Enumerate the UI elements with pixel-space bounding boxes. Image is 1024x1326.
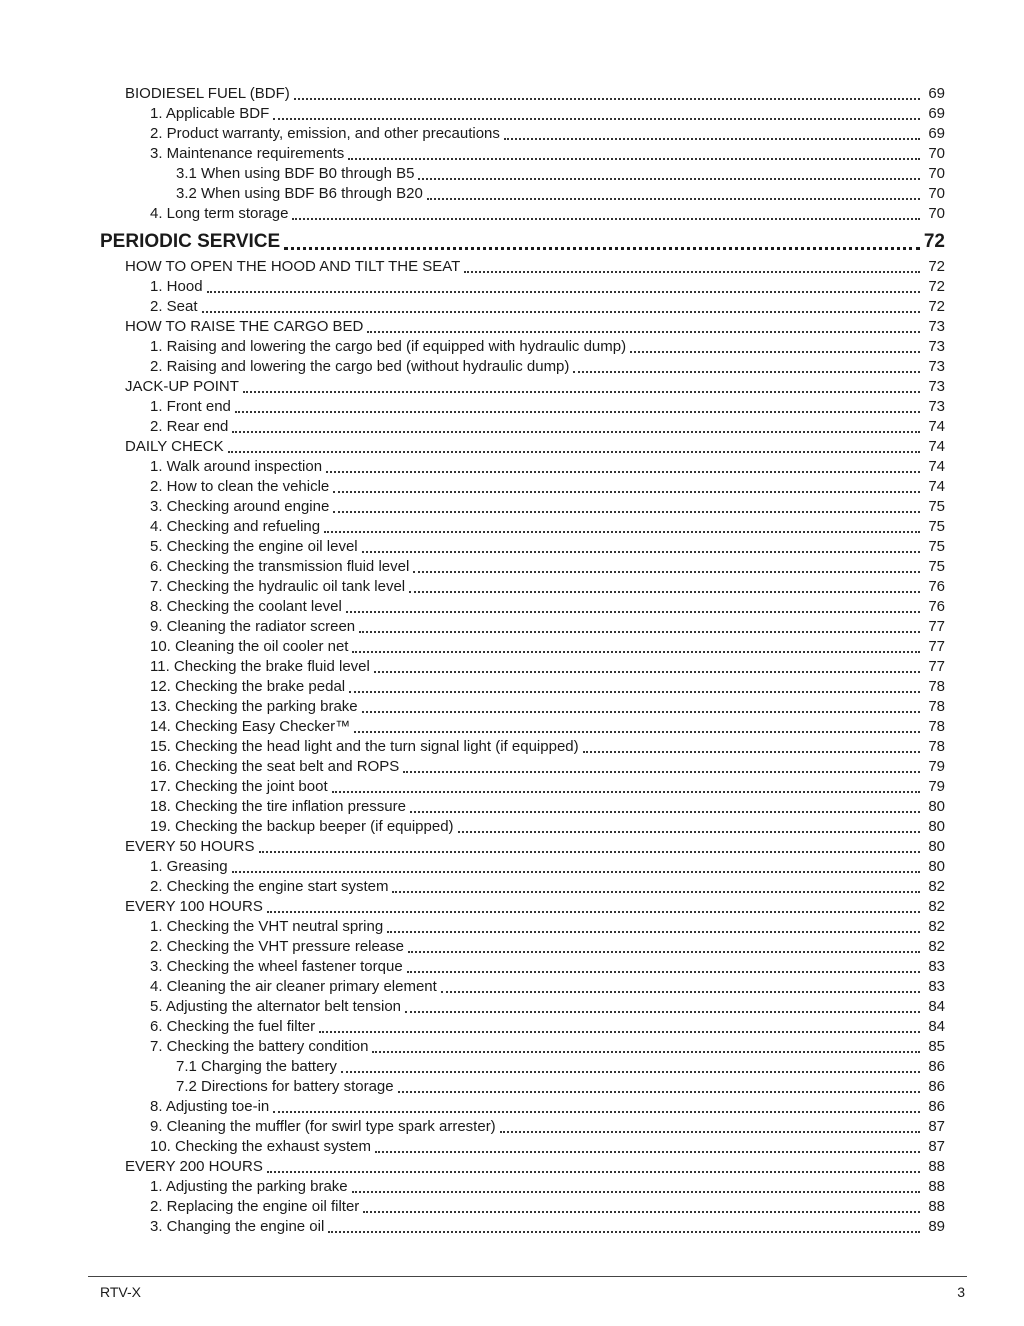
toc-entry-page: 78 — [928, 738, 945, 755]
toc-entry-page: 77 — [928, 618, 945, 635]
toc-entry-page: 86 — [928, 1058, 945, 1075]
toc-entry-title: EVERY 50 HOURS — [125, 838, 255, 855]
toc-entry-page: 88 — [928, 1178, 945, 1195]
toc-entry-page: 87 — [928, 1118, 945, 1135]
toc-entry — [100, 417, 945, 437]
toc-entry-page: 73 — [928, 338, 945, 355]
dot-leader — [228, 451, 920, 453]
toc-entry-title: BIODIESEL FUEL (BDF) — [125, 85, 290, 102]
dot-leader — [372, 1051, 920, 1053]
dot-leader — [232, 431, 920, 433]
toc-entry-page: 72 — [928, 258, 945, 275]
toc-section-heading — [100, 230, 945, 254]
toc-entry — [100, 1137, 945, 1157]
dot-leader — [405, 1011, 920, 1013]
footer-page-number: 3 — [957, 1284, 965, 1300]
dot-leader — [348, 158, 920, 160]
dot-leader — [328, 1231, 920, 1233]
toc-entry-title: 5. Checking the engine oil level — [150, 538, 358, 555]
dot-leader — [464, 271, 920, 273]
toc-entry — [100, 164, 945, 184]
toc-entry — [100, 677, 945, 697]
toc-entry — [100, 1017, 945, 1037]
dot-leader — [630, 351, 920, 353]
dot-leader — [284, 247, 920, 250]
toc-entry-title: 3. Changing the engine oil — [150, 1218, 325, 1235]
toc-entry-title: 3. Maintenance requirements — [150, 145, 345, 162]
toc-entry-page: 73 — [928, 358, 945, 375]
toc-entry-page: 74 — [928, 438, 945, 455]
toc-entry-page: 74 — [928, 458, 945, 475]
toc-entry — [100, 897, 945, 917]
toc-entry-title: 2. Rear end — [150, 418, 229, 435]
toc-entry — [100, 477, 945, 497]
toc-entry-title: 1. Applicable BDF — [150, 105, 270, 122]
toc-entry — [100, 184, 945, 204]
toc-entry-title: 7.1 Charging the battery — [176, 1058, 337, 1075]
toc-entry — [100, 1077, 945, 1097]
toc-entry — [100, 917, 945, 937]
toc-entry — [100, 617, 945, 637]
toc-entry-page: 70 — [928, 145, 945, 162]
toc-entry-page: 83 — [928, 958, 945, 975]
toc-entry-page: 80 — [928, 818, 945, 835]
toc-entry-title: 3. Checking the wheel fastener torque — [150, 958, 403, 975]
toc-entry — [100, 397, 945, 417]
toc-entry — [100, 297, 945, 317]
toc-entry — [100, 257, 945, 277]
toc-entry-title: 7. Checking the battery condition — [150, 1038, 369, 1055]
toc-entry-title: 1. Greasing — [150, 858, 228, 875]
toc-entry-title: 4. Cleaning the air cleaner primary element — [150, 978, 437, 995]
dot-leader — [207, 291, 920, 293]
dot-leader — [413, 571, 920, 573]
dot-leader — [294, 98, 920, 100]
toc-entry — [100, 597, 945, 617]
toc-entry-page: 70 — [928, 165, 945, 182]
dot-leader — [500, 1131, 920, 1133]
toc-entry-title: 6. Checking the fuel filter — [150, 1018, 316, 1035]
toc-entry-page: 72 — [923, 231, 945, 252]
dot-leader — [418, 178, 920, 180]
toc-entry-title: 2. Seat — [150, 298, 198, 315]
dot-leader — [232, 871, 920, 873]
dot-leader — [573, 371, 920, 373]
toc-entry-title: 14. Checking Easy Checker™ — [150, 718, 351, 735]
dot-leader — [387, 931, 920, 933]
toc-entry — [100, 777, 945, 797]
toc-entry — [100, 277, 945, 297]
toc-entry-page: 74 — [928, 478, 945, 495]
toc-entry-title: 7.2 Directions for battery storage — [176, 1078, 394, 1095]
dot-leader — [359, 631, 920, 633]
dot-leader — [324, 531, 920, 533]
dot-leader — [408, 951, 920, 953]
toc-entry-page: 73 — [928, 318, 945, 335]
dot-leader — [267, 911, 920, 913]
toc-entry-page: 88 — [928, 1158, 945, 1175]
toc-entry — [100, 1157, 945, 1177]
toc-entry-title: 2. Checking the VHT pressure release — [150, 938, 405, 955]
dot-leader — [349, 691, 920, 693]
toc-entry — [100, 1057, 945, 1077]
toc-entry-page: 69 — [928, 105, 945, 122]
toc-entry-title: 1. Hood — [150, 278, 203, 295]
toc-entry-title: 2. Checking the engine start system — [150, 878, 389, 895]
dot-leader — [375, 1151, 920, 1153]
toc-entry — [100, 977, 945, 997]
toc-entry — [100, 437, 945, 457]
toc-entry-page: 83 — [928, 978, 945, 995]
toc-entry-page: 78 — [928, 678, 945, 695]
toc-entry — [100, 337, 945, 357]
dot-leader — [403, 771, 920, 773]
toc-entry-title: 1. Walk around inspection — [150, 458, 323, 475]
toc-entry-title: 3. Checking around engine — [150, 498, 330, 515]
toc-entry-page: 75 — [928, 498, 945, 515]
toc-entry-title: 8. Checking the coolant level — [150, 598, 342, 615]
footer-content — [88, 1277, 967, 1300]
dot-leader — [374, 671, 920, 673]
toc-entry — [100, 497, 945, 517]
toc-entry-page: 74 — [928, 418, 945, 435]
dot-leader — [341, 1071, 920, 1073]
toc-entry-title: 2. Replacing the engine oil filter — [150, 1198, 360, 1215]
toc-entry — [100, 717, 945, 737]
toc-entry-title: 2. How to clean the vehicle — [150, 478, 330, 495]
toc-entry-title: 3.2 When using BDF B6 through B20 — [176, 185, 423, 202]
dot-leader — [267, 1171, 920, 1173]
toc-entry — [100, 457, 945, 477]
toc-entry — [100, 637, 945, 657]
toc-entry-title: 10. Cleaning the oil cooler net — [150, 638, 349, 655]
toc-entry — [100, 517, 945, 537]
toc-entry — [100, 1197, 945, 1217]
toc-entry-page: 80 — [928, 838, 945, 855]
toc-entry-title: 9. Cleaning the radiator screen — [150, 618, 356, 635]
footer-model-label: RTV-X — [100, 1284, 141, 1300]
toc-entry — [100, 1037, 945, 1057]
toc-entry-title: 3.1 When using BDF B0 through B5 — [176, 165, 415, 182]
toc-entry-title: 2. Product warranty, emission, and other precautions — [150, 125, 500, 142]
toc-entry — [100, 1117, 945, 1137]
toc-entry — [100, 817, 945, 837]
toc-entry-page: 82 — [928, 938, 945, 955]
toc-entry-page: 88 — [928, 1198, 945, 1215]
toc-entry-title: 2. Raising and lowering the cargo bed (without hydraulic dump) — [150, 358, 570, 375]
dot-leader — [458, 831, 920, 833]
toc-entry — [100, 797, 945, 817]
toc-entry — [100, 857, 945, 877]
dot-leader — [409, 591, 920, 593]
toc-entry-title: PERIODIC SERVICE — [100, 231, 281, 252]
dot-leader — [259, 851, 921, 853]
toc-list — [100, 84, 945, 1237]
dot-leader — [410, 811, 920, 813]
dot-leader — [235, 411, 920, 413]
toc-entry-page: 80 — [928, 858, 945, 875]
toc-entry-title: 4. Long term storage — [150, 205, 289, 222]
toc-entry-page: 85 — [928, 1038, 945, 1055]
toc-entry-page: 77 — [928, 638, 945, 655]
dot-leader — [504, 138, 920, 140]
toc-entry-title: 12. Checking the brake pedal — [150, 678, 346, 695]
dot-leader — [583, 751, 920, 753]
toc-entry-title: 17. Checking the joint boot — [150, 778, 328, 795]
toc-entry-title: 5. Adjusting the alternator belt tension — [150, 998, 402, 1015]
toc-entry — [100, 577, 945, 597]
dot-leader — [407, 971, 920, 973]
toc-entry-page: 69 — [928, 85, 945, 102]
toc-entry-page: 86 — [928, 1098, 945, 1115]
dot-leader — [352, 1191, 920, 1193]
toc-entry-page: 69 — [928, 125, 945, 142]
toc-entry-title: 1. Adjusting the parking brake — [150, 1178, 348, 1195]
toc-entry-title: 10. Checking the exhaust system — [150, 1138, 371, 1155]
toc-entry — [100, 104, 945, 124]
toc-entry — [100, 144, 945, 164]
dot-leader — [441, 991, 920, 993]
toc-entry-title: HOW TO RAISE THE CARGO BED — [125, 318, 364, 335]
toc-entry-page: 78 — [928, 698, 945, 715]
dot-leader — [354, 731, 920, 733]
toc-entry-page: 77 — [928, 658, 945, 675]
toc-entry-page: 70 — [928, 185, 945, 202]
toc-entry-title: 11. Checking the brake fluid level — [150, 658, 370, 675]
toc-entry-title: 7. Checking the hydraulic oil tank level — [150, 578, 406, 595]
toc-entry-title: DAILY CHECK — [125, 438, 224, 455]
toc-entry-page: 87 — [928, 1138, 945, 1155]
toc-entry-title: 1. Raising and lowering the cargo bed (if equipped with hydraulic dump) — [150, 338, 627, 355]
toc-entry-page: 73 — [928, 378, 945, 395]
toc-entry — [100, 84, 945, 104]
toc-entry — [100, 1097, 945, 1117]
toc-entry-title: 18. Checking the tire inflation pressure — [150, 798, 406, 815]
toc-entry-page: 86 — [928, 1078, 945, 1095]
dot-leader — [367, 331, 920, 333]
toc-entry-page: 79 — [928, 758, 945, 775]
toc-entry — [100, 1217, 945, 1237]
toc-entry — [100, 557, 945, 577]
toc-entry-title: EVERY 100 HOURS — [125, 898, 263, 915]
toc-entry-page: 76 — [928, 598, 945, 615]
dot-leader — [202, 311, 920, 313]
dot-leader — [292, 218, 920, 220]
toc-entry — [100, 937, 945, 957]
toc-entry — [100, 757, 945, 777]
dot-leader — [273, 118, 920, 120]
dot-leader — [319, 1031, 920, 1033]
toc-entry — [100, 317, 945, 337]
toc-entry-title: JACK-UP POINT — [125, 378, 239, 395]
dot-leader — [362, 551, 920, 553]
toc-entry-title: 6. Checking the transmission fluid level — [150, 558, 410, 575]
toc-entry-title: 4. Checking and refueling — [150, 518, 321, 535]
toc-entry — [100, 837, 945, 857]
dot-leader — [326, 471, 920, 473]
toc-entry-title: 8. Adjusting toe-in — [150, 1098, 270, 1115]
toc-entry-title: 15. Checking the head light and the turn signal light (if equipped) — [150, 738, 579, 755]
toc-entry-title: 19. Checking the backup beeper (if equipped) — [150, 818, 454, 835]
toc-entry — [100, 204, 945, 224]
toc-entry-page: 89 — [928, 1218, 945, 1235]
toc-entry — [100, 124, 945, 144]
dot-leader — [352, 651, 920, 653]
toc-entry-page: 82 — [928, 878, 945, 895]
toc-entry-page: 72 — [928, 298, 945, 315]
toc-entry-page: 72 — [928, 278, 945, 295]
toc-entry-page: 79 — [928, 778, 945, 795]
dot-leader — [398, 1091, 920, 1093]
toc-entry-title: EVERY 200 HOURS — [125, 1158, 263, 1175]
toc-entry-page: 75 — [928, 538, 945, 555]
toc-entry-page: 82 — [928, 918, 945, 935]
toc-entry — [100, 877, 945, 897]
toc-entry-page: 80 — [928, 798, 945, 815]
toc-entry — [100, 657, 945, 677]
dot-leader — [332, 791, 920, 793]
dot-leader — [363, 1211, 920, 1213]
toc-entry-page: 76 — [928, 578, 945, 595]
toc-entry — [100, 737, 945, 757]
toc-entry — [100, 537, 945, 557]
page-footer — [88, 1276, 967, 1300]
dot-leader — [333, 491, 920, 493]
toc-entry-page: 75 — [928, 558, 945, 575]
toc-entry-title: 9. Cleaning the muffler (for swirl type spark arrester) — [150, 1118, 496, 1135]
toc-entry — [100, 357, 945, 377]
toc-entry-page: 75 — [928, 518, 945, 535]
dot-leader — [346, 611, 920, 613]
dot-leader — [333, 511, 920, 513]
dot-leader — [427, 198, 920, 200]
dot-leader — [362, 711, 920, 713]
toc-entry-page: 82 — [928, 898, 945, 915]
toc-entry-page: 78 — [928, 718, 945, 735]
toc-entry-page: 73 — [928, 398, 945, 415]
toc-entry-page: 84 — [928, 998, 945, 1015]
toc-entry-title: 1. Checking the VHT neutral spring — [150, 918, 384, 935]
toc-entry-title: 16. Checking the seat belt and ROPS — [150, 758, 400, 775]
dot-leader — [392, 891, 920, 893]
toc-entry-title: 13. Checking the parking brake — [150, 698, 358, 715]
toc-entry — [100, 997, 945, 1017]
dot-leader — [243, 391, 920, 393]
toc-entry — [100, 1177, 945, 1197]
toc-entry — [100, 957, 945, 977]
toc-entry — [100, 377, 945, 397]
toc-entry-page: 70 — [928, 205, 945, 222]
toc-entry-page: 84 — [928, 1018, 945, 1035]
dot-leader — [273, 1111, 920, 1113]
toc-entry-title: 1. Front end — [150, 398, 231, 415]
toc-entry-title: HOW TO OPEN THE HOOD AND TILT THE SEAT — [125, 258, 461, 275]
toc-entry — [100, 697, 945, 717]
